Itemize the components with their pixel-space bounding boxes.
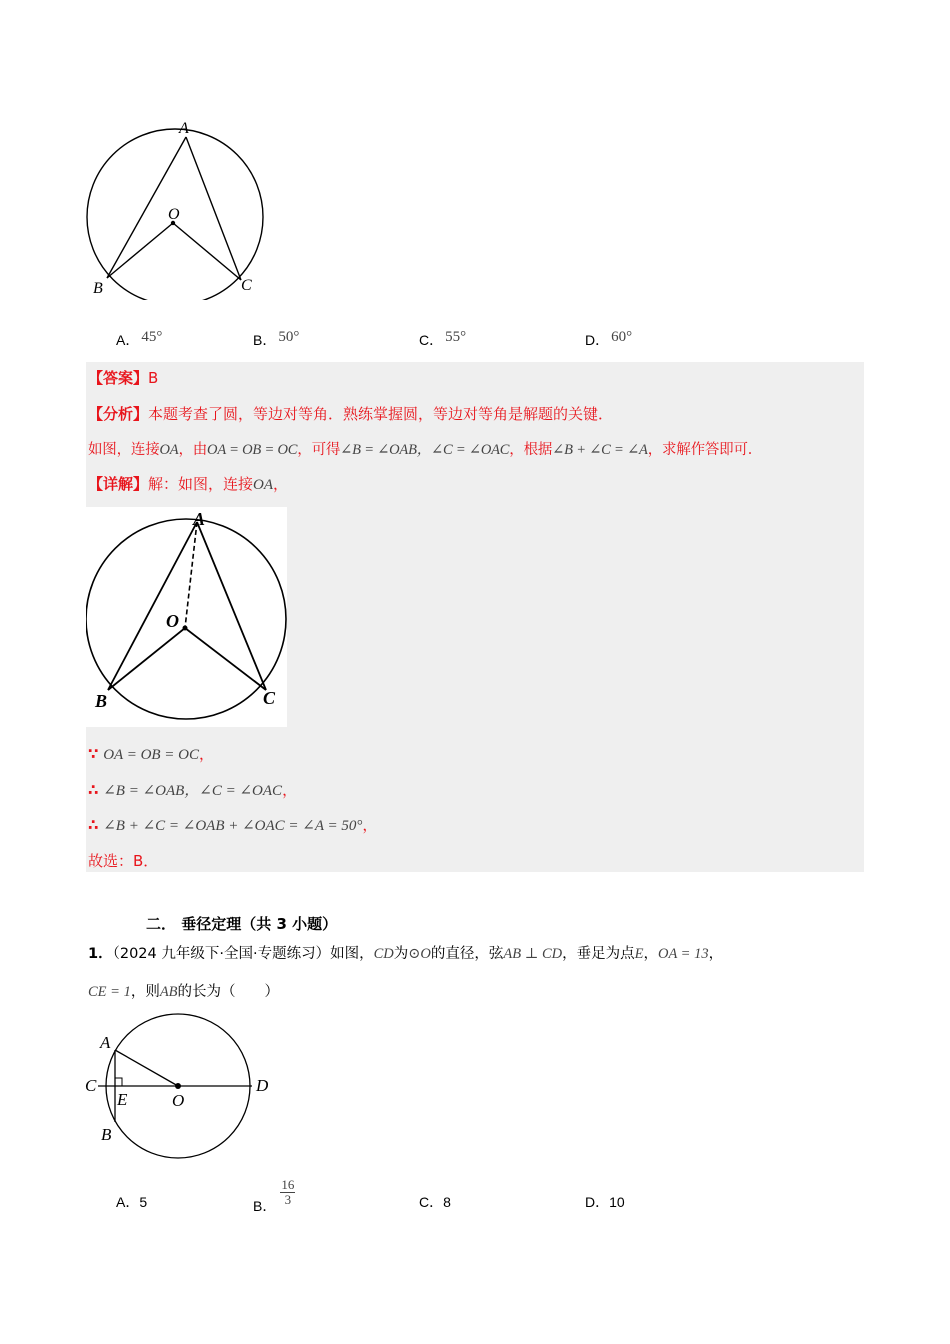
math-eq: ∠B = ∠OAB，∠C = ∠OAC — [103, 783, 283, 799]
text: 的直径，弦 — [430, 946, 504, 962]
math-cd: CD — [373, 946, 394, 962]
label-o: O — [168, 206, 180, 223]
fraction-numerator: 16 — [281, 1177, 295, 1192]
text: ，则 — [130, 984, 160, 1000]
math-circle-o: ⊙O — [408, 946, 431, 962]
label-a: A — [179, 120, 189, 137]
text: ， — [273, 475, 289, 493]
conclusion-text: 故选：B． — [88, 852, 159, 870]
math-ab-perp-cd: AB ⊥ CD — [503, 946, 563, 962]
option-c[interactable] — [419, 1192, 451, 1212]
step-2 — [88, 779, 297, 800]
therefore-symbol: ∴ — [88, 816, 99, 834]
step-3 — [88, 814, 377, 835]
question-1-line-2 — [88, 980, 279, 1001]
fraction — [280, 1178, 295, 1207]
conclusion-line — [88, 850, 158, 871]
option-value: 55° — [445, 329, 467, 345]
center-point — [175, 1083, 181, 1089]
math-oa: OA — [253, 477, 274, 493]
figure-3-chord-diagram — [84, 1010, 280, 1160]
option-a[interactable] — [116, 1192, 147, 1212]
text: ，可得 — [297, 442, 341, 458]
text: ， — [199, 745, 215, 763]
option-label: D． — [585, 1194, 610, 1210]
option-label: B． — [253, 1197, 277, 1214]
segment-ac — [186, 137, 241, 280]
center-point — [183, 626, 188, 631]
option-c[interactable] — [419, 330, 466, 350]
text: ，由 — [178, 442, 208, 458]
option-value: 45° — [141, 329, 163, 345]
question-1-line-1 — [88, 942, 723, 963]
math-eq2: ∠B = ∠OAB，∠C = ∠OAC — [340, 442, 510, 458]
answer-tag: 【答案】 — [88, 369, 149, 387]
therefore-symbol: ∴ — [88, 781, 99, 799]
math-eq1: OA = OB = OC — [207, 442, 298, 458]
option-value: 60° — [611, 329, 633, 345]
option-label: A． — [116, 332, 140, 348]
step-1 — [88, 743, 214, 764]
math-ce-1: CE = 1 — [88, 984, 131, 1000]
answer-line — [88, 367, 158, 388]
label-a: A — [100, 1033, 111, 1052]
label-b: B — [93, 280, 103, 297]
label-b: B — [101, 1125, 112, 1144]
section-title: 二． 垂径定理（共 3 小题） — [146, 915, 338, 933]
detail-tag: 【详解】 — [88, 475, 149, 493]
option-a[interactable] — [116, 330, 162, 350]
text: 为 — [393, 946, 409, 962]
label-c: C — [241, 277, 252, 294]
option-value: 10 — [609, 1194, 625, 1210]
analysis-tag: 【分析】 — [88, 405, 149, 423]
math-oa: OA — [159, 442, 179, 458]
label-o: O — [166, 611, 179, 631]
option-label: D． — [585, 332, 610, 348]
math-ab: AB — [159, 984, 178, 1000]
text: ，垂足为点 — [562, 946, 635, 962]
option-value: 50° — [278, 329, 300, 345]
question-source: （2024 九年级下·全国·专题练习） — [112, 946, 331, 962]
text: ，根据 — [509, 442, 553, 458]
text: 如图，连接 — [88, 442, 160, 458]
math-eq: ∠B + ∠C = ∠OAB + ∠OAC = ∠A = 50° — [103, 818, 363, 834]
option-label: B． — [253, 332, 277, 348]
math-eq3: ∠B + ∠C = ∠A — [552, 442, 648, 458]
option-b[interactable] — [253, 1177, 295, 1214]
text: ， — [282, 781, 298, 799]
math-eq: OA = OB = OC — [103, 747, 200, 763]
label-d: D — [256, 1076, 269, 1095]
segment-ob — [107, 223, 173, 278]
figure-1-circle-diagram — [80, 115, 270, 300]
label-e: E — [117, 1090, 128, 1109]
label-o: O — [172, 1091, 185, 1110]
question-number: 1． — [88, 946, 113, 962]
option-value: 8 — [443, 1194, 451, 1210]
text: 的长为（ ） — [177, 984, 280, 1000]
text: 如图， — [330, 946, 374, 962]
text: ， — [643, 946, 658, 962]
text: ，求解作答即可． — [647, 442, 763, 458]
label-c: C — [85, 1076, 97, 1095]
right-angle-mark — [115, 1078, 122, 1086]
analysis-text: 本题考查了圆，等边对等角．熟练掌握圆，等边对等角是解题的关键． — [148, 405, 614, 423]
segment-ao — [115, 1050, 178, 1086]
detail-text: 解：如图，连接 — [148, 475, 254, 493]
option-d[interactable] — [585, 330, 632, 350]
text: ， — [708, 946, 724, 962]
detail-line — [88, 473, 288, 494]
option-value: 5 — [139, 1194, 148, 1210]
analysis-line-2 — [88, 438, 762, 459]
answer-value: B — [148, 369, 159, 387]
option-b[interactable] — [253, 330, 299, 350]
option-label: A． — [116, 1194, 140, 1210]
math-oa-13: OA = 13 — [657, 946, 709, 962]
text: ， — [362, 816, 378, 834]
option-d[interactable] — [585, 1192, 625, 1212]
label-a: A — [193, 509, 206, 529]
option-label: C． — [419, 1194, 444, 1210]
math-e: E — [634, 946, 644, 962]
analysis-line — [88, 403, 613, 424]
label-c: C — [263, 688, 276, 708]
fraction-denominator: 3 — [284, 1192, 292, 1207]
option-label: C． — [419, 332, 444, 348]
label-b: B — [95, 691, 108, 711]
because-symbol: ∵ — [88, 745, 99, 763]
figure-2-circle-diagram — [86, 507, 287, 727]
segment-oc — [173, 223, 241, 280]
